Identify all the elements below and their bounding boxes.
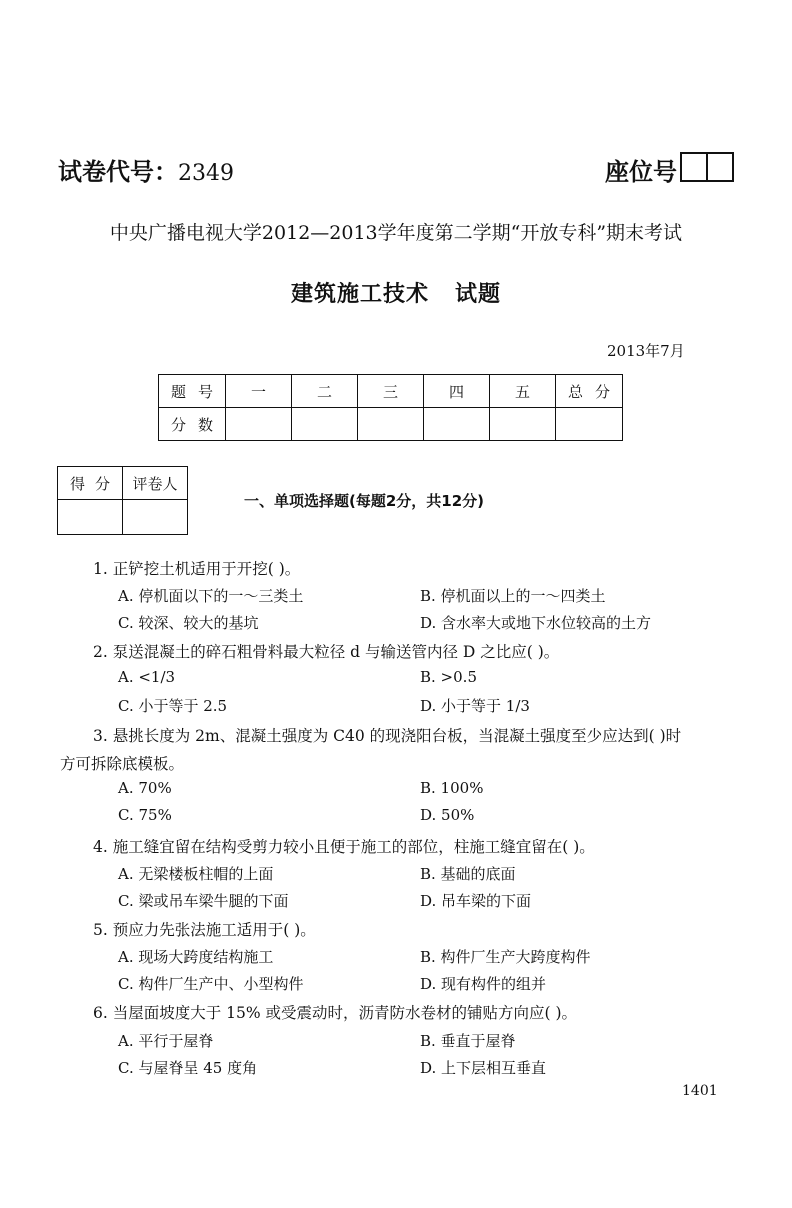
subject-title: 建筑施工技术 试题 bbox=[291, 282, 501, 307]
score-entry-cell[interactable] bbox=[424, 408, 490, 441]
score-entry-cell[interactable] bbox=[358, 408, 424, 441]
seat-number-boxes[interactable] bbox=[680, 152, 734, 182]
grader-score-entry[interactable] bbox=[58, 500, 123, 535]
question-option: B. 基础的底面 bbox=[420, 865, 516, 883]
question-option: A. 平行于屋脊 bbox=[118, 1032, 214, 1050]
question-option: C. 与屋脊呈 45 度角 bbox=[118, 1059, 258, 1077]
score-table-score-row bbox=[159, 408, 623, 441]
question-stem: 3. 悬挑长度为 2m、混凝土强度为 C40 的现浇阳台板，当混凝土强度至少应达到( )时 bbox=[93, 727, 682, 745]
question-option: B. 垂直于屋脊 bbox=[420, 1032, 516, 1050]
score-entry-cell[interactable] bbox=[226, 408, 292, 441]
question-stem: 2. 泵送混凝土的碎石粗骨料最大粒径 d 与输送管内径 D 之比应( )。 bbox=[93, 643, 560, 661]
page-number: 1401 bbox=[682, 1083, 718, 1099]
question-option: D. 小于等于 1/3 bbox=[420, 697, 530, 715]
score-table-header-row bbox=[159, 375, 623, 408]
question-option: A. 停机面以下的一～三类土 bbox=[118, 587, 304, 605]
score-table-cell: 题号 bbox=[159, 375, 226, 408]
question-option: C. 较深、较大的基坑 bbox=[118, 614, 259, 632]
paper-code-number: 2349 bbox=[178, 161, 234, 186]
score-table-cell: 四 bbox=[424, 375, 490, 408]
paper-code-label: 试卷代号： bbox=[58, 158, 178, 186]
question-option: A. 现场大跨度结构施工 bbox=[118, 948, 274, 966]
score-entry-cell[interactable] bbox=[556, 408, 623, 441]
paper-code bbox=[58, 152, 234, 187]
score-table-cell: 一 bbox=[226, 375, 292, 408]
question-option: A. <1/3 bbox=[118, 668, 176, 686]
question-stem: 6. 当屋面坡度大于 15% 或受震动时，沥青防水卷材的铺贴方向应( )。 bbox=[93, 1004, 578, 1022]
score-table-cell: 分数 bbox=[159, 408, 226, 441]
seat-number-label: 座位号 bbox=[605, 158, 677, 186]
score-table-cell: 总分 bbox=[556, 375, 623, 408]
question-stem-continued: 方可拆除底模板。 bbox=[60, 755, 185, 773]
score-entry-cell[interactable] bbox=[490, 408, 556, 441]
question-option: D. 吊车梁的下面 bbox=[420, 892, 532, 910]
score-table-cell: 二 bbox=[292, 375, 358, 408]
question-option: D. 含水率大或地下水位较高的土方 bbox=[420, 614, 652, 632]
question-option: A. 70% bbox=[118, 779, 172, 797]
question-option: B. 停机面以上的一～四类土 bbox=[420, 587, 606, 605]
exam-title: 中央广播电视大学2012—2013学年度第二学期“开放专科”期末考试 bbox=[109, 222, 683, 244]
question-option: C. 75% bbox=[118, 806, 172, 824]
grader-name-entry[interactable] bbox=[123, 500, 188, 535]
question-option: D. 上下层相互垂直 bbox=[420, 1059, 547, 1077]
seat-box[interactable] bbox=[708, 154, 732, 180]
question-option: A. 无梁楼板柱帽的上面 bbox=[118, 865, 274, 883]
question-option: B. >0.5 bbox=[420, 668, 477, 686]
score-table-cell: 五 bbox=[490, 375, 556, 408]
question-option: C. 小于等于 2.5 bbox=[118, 697, 228, 715]
score-entry-cell[interactable] bbox=[292, 408, 358, 441]
score-table bbox=[158, 374, 623, 441]
question-option: B. 100% bbox=[420, 779, 484, 797]
question-option: B. 构件厂生产大跨度构件 bbox=[420, 948, 591, 966]
question-stem: 5. 预应力先张法施工适用于( )。 bbox=[93, 921, 316, 939]
grader-table-score-label: 得分 bbox=[58, 467, 123, 500]
question-stem: 1. 正铲挖土机适用于开挖( )。 bbox=[93, 560, 301, 578]
score-table-cell: 三 bbox=[358, 375, 424, 408]
question-option: D. 现有构件的组并 bbox=[420, 975, 547, 993]
seat-box[interactable] bbox=[682, 154, 708, 180]
question-option: C. 构件厂生产中、小型构件 bbox=[118, 975, 304, 993]
grader-table bbox=[57, 466, 188, 535]
grader-table-grader-label: 评卷人 bbox=[123, 467, 188, 500]
question-option: D. 50% bbox=[420, 806, 475, 824]
section-title: 一、单项选择题(每题2分，共12分) bbox=[244, 492, 485, 510]
exam-date: 2013年7月 bbox=[607, 342, 685, 360]
question-option: C. 梁或吊车梁牛腿的下面 bbox=[118, 892, 289, 910]
question-stem: 4. 施工缝宜留在结构受剪力较小且便于施工的部位，柱施工缝宜留在( )。 bbox=[93, 838, 595, 856]
